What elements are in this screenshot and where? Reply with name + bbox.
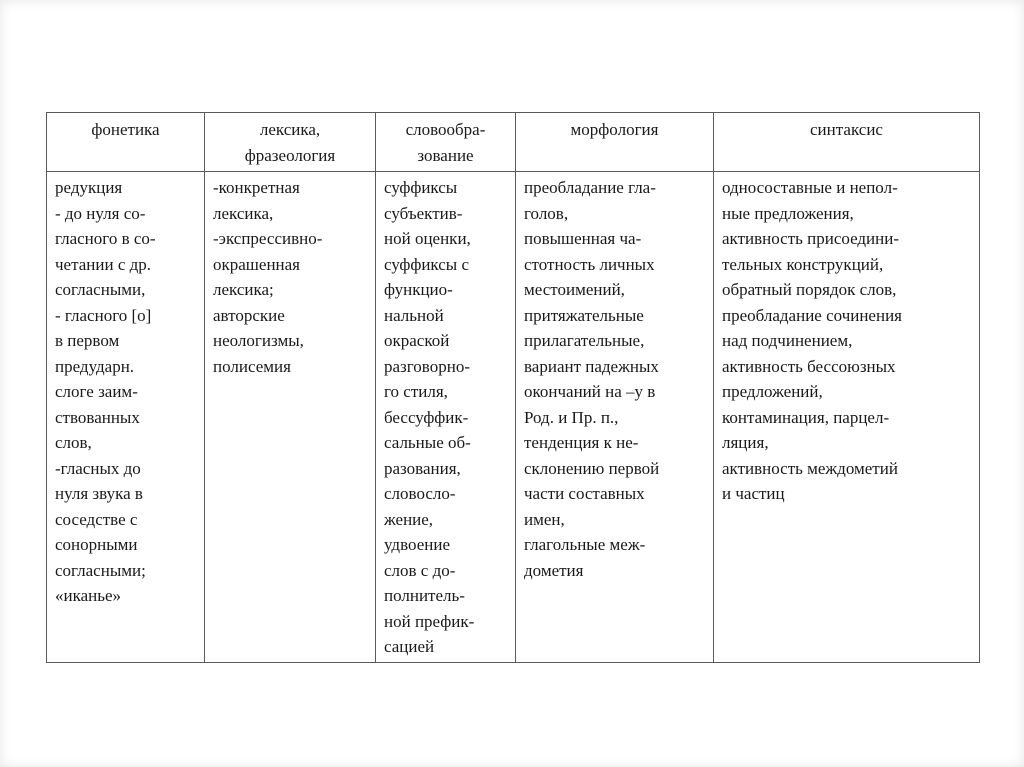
cell-line: притяжательные bbox=[524, 305, 644, 325]
cell-line: в первом bbox=[55, 331, 120, 350]
cell-line: лексика, bbox=[213, 203, 274, 223]
cell-line: четании с др. bbox=[55, 254, 152, 274]
cell-line: лексика; bbox=[213, 280, 274, 299]
cell-line: окраской bbox=[384, 331, 450, 350]
cell-line: гласного в со- bbox=[55, 229, 156, 248]
header-line: фразеология bbox=[244, 145, 336, 165]
language-features-table bbox=[46, 112, 980, 663]
cell-line: - до нуля со- bbox=[55, 203, 146, 223]
cell-line: -конкретная bbox=[213, 178, 300, 197]
cell-line: полнитель- bbox=[384, 586, 465, 605]
cell-line: -экспрессивно- bbox=[213, 229, 323, 248]
cell-line: тенденция к не- bbox=[524, 433, 639, 452]
cell-line: прилагательные, bbox=[524, 331, 645, 350]
cell-line: склонению первой bbox=[524, 458, 660, 478]
cell-line: - гласного [о] bbox=[55, 305, 152, 325]
cell-line: над подчинением, bbox=[722, 331, 853, 350]
header-line: зование bbox=[417, 145, 474, 165]
cell-line: имен, bbox=[524, 509, 565, 529]
cell-line: ные предложения, bbox=[722, 203, 854, 223]
header-line: синтаксис bbox=[810, 120, 883, 139]
cell-line: ной оценки, bbox=[384, 229, 471, 248]
cell-line: слов, bbox=[55, 433, 92, 452]
cell-line: слоге заим- bbox=[55, 382, 138, 401]
cell-line: согласными, bbox=[55, 280, 146, 299]
cell-line: повышенная ча- bbox=[524, 229, 642, 248]
cell-line: сонорными bbox=[55, 535, 138, 554]
cell-line: субъектив- bbox=[384, 203, 463, 223]
cell-line: «иканье» bbox=[55, 586, 122, 605]
cell-line: бессуффик- bbox=[384, 407, 469, 427]
header-row bbox=[47, 113, 980, 172]
cell-line: активность междометий bbox=[722, 458, 898, 478]
cell-line: предложений, bbox=[722, 382, 823, 401]
header-line: морфология bbox=[570, 120, 659, 139]
cell-line: согласными; bbox=[55, 560, 146, 580]
cell-line: ляция, bbox=[722, 433, 769, 452]
cell-morfologiya bbox=[516, 172, 714, 663]
cell-sintaksis bbox=[714, 172, 980, 663]
cell-line: преобладание сочинения bbox=[722, 305, 902, 325]
cell-line: разговорно- bbox=[384, 356, 470, 376]
cell-line: активность бессоюзных bbox=[722, 356, 896, 376]
cell-line: ной префик- bbox=[384, 611, 475, 631]
header-fonetika bbox=[47, 113, 205, 172]
cell-line: неологизмы, bbox=[213, 331, 304, 350]
cell-line: удвоение bbox=[384, 535, 450, 554]
cell-line: голов, bbox=[524, 203, 569, 223]
cell-line: окрашенная bbox=[213, 254, 301, 274]
header-line: лексика, bbox=[259, 120, 321, 139]
cell-line: разования, bbox=[384, 458, 461, 478]
cell-line: части составных bbox=[524, 484, 645, 503]
content-row bbox=[47, 172, 980, 663]
header-line: словообра- bbox=[405, 120, 486, 139]
header-line: фонетика bbox=[91, 120, 160, 139]
cell-line: тельных конструкций, bbox=[722, 254, 884, 274]
cell-line: нуля звука в bbox=[55, 484, 143, 503]
cell-line: -гласных до bbox=[55, 458, 141, 478]
cell-line: го стиля, bbox=[384, 382, 448, 401]
cell-line: односоставные и непол- bbox=[722, 178, 898, 197]
cell-line: контаминация, парцел- bbox=[722, 407, 890, 427]
header-morfologiya bbox=[516, 113, 714, 172]
cell-line: редукция bbox=[55, 178, 123, 197]
cell-line: суффиксы bbox=[384, 178, 458, 197]
cell-line: сальные об- bbox=[384, 433, 471, 452]
cell-line: соседстве с bbox=[55, 509, 138, 529]
cell-line: ствованных bbox=[55, 407, 140, 427]
cell-line: суффиксы с bbox=[384, 254, 470, 274]
cell-line: стотность личных bbox=[524, 254, 655, 274]
cell-line: слов с до- bbox=[384, 560, 456, 580]
cell-line: словосло- bbox=[384, 484, 456, 503]
cell-line: предударн. bbox=[55, 356, 135, 376]
cell-line: активность присоедини- bbox=[722, 229, 900, 248]
header-sintaksis bbox=[714, 113, 980, 172]
header-leksika bbox=[205, 113, 376, 172]
cell-line: жение, bbox=[384, 509, 434, 529]
cell-line: местоимений, bbox=[524, 280, 625, 299]
cell-leksika bbox=[205, 172, 376, 663]
cell-slovoobrazovanie bbox=[376, 172, 516, 663]
cell-line: окончаний на –у в bbox=[524, 382, 656, 401]
cell-fonetika bbox=[47, 172, 205, 663]
cell-line: и частиц bbox=[722, 484, 785, 503]
cell-line: дометия bbox=[524, 560, 584, 580]
cell-line: сацией bbox=[384, 637, 435, 656]
cell-line: авторские bbox=[213, 305, 285, 325]
cell-line: функцио- bbox=[384, 280, 453, 299]
cell-line: полисемия bbox=[213, 356, 291, 376]
cell-line: нальной bbox=[384, 305, 444, 325]
cell-line: вариант падежных bbox=[524, 356, 659, 376]
cell-line: преобладание гла- bbox=[524, 178, 656, 197]
header-slovoobrazovanie bbox=[376, 113, 516, 172]
cell-line: обратный порядок слов, bbox=[722, 280, 897, 299]
cell-line: Род. и Пр. п., bbox=[524, 407, 619, 427]
cell-line: глагольные меж- bbox=[524, 535, 646, 554]
